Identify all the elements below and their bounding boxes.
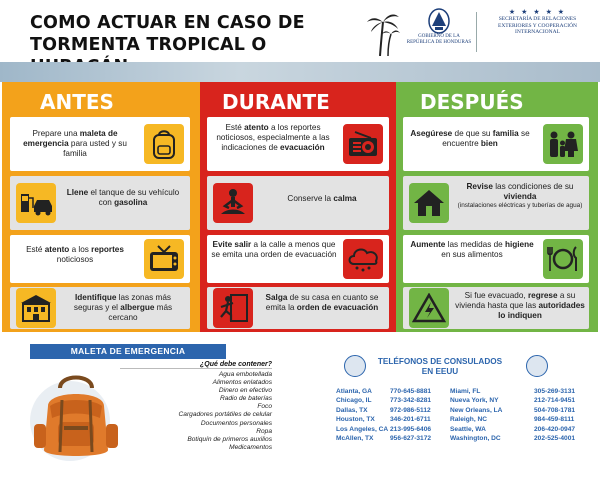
durante-card-4-text: Salga de su casa en cuanto se emita la orden de evacuación	[265, 293, 379, 312]
maleta-list	[120, 371, 272, 452]
antes-card-1	[10, 117, 190, 171]
despues-card-4	[403, 287, 589, 329]
sec-line-2: EXTERIORES Y COOPERACIÓN	[497, 22, 578, 29]
table-row: Atlanta, GA 770-645-8881 Miami, FL 305-269-3131	[336, 388, 576, 395]
antes-card-1-text: Prepare una maleta de emergencia para usted y su familia	[23, 129, 127, 158]
despues-card-3	[403, 235, 589, 283]
antes-card-2	[10, 176, 190, 230]
list-item: Ropa	[256, 427, 272, 435]
durante-card-3-text: Evite salir a la calle a menos que se emita una orden de evacuación	[211, 240, 337, 259]
shelter-icon	[16, 288, 56, 328]
sec-line-1: SECRETARÍA DE RELACIONES	[498, 16, 577, 22]
antes-card-2-text: Llene el tanque de su vehículo con gasolina	[66, 188, 180, 207]
list-item: Medicamentos	[229, 443, 272, 451]
despues-card-1-text: Asegúrese de que su familia se encuentre bien	[410, 129, 530, 148]
title-line-1: COMO ACTUAR EN CASO DE	[30, 13, 305, 33]
list-item: Foco	[257, 403, 272, 411]
list-item: Botiquín de primeros auxilios	[187, 435, 272, 443]
maleta-title: MALETA DE EMERGENCIA	[30, 344, 226, 359]
antes-card-3	[10, 235, 190, 283]
antes-card-3-text: Esté atento a los reportes noticiosos	[26, 245, 124, 264]
list-item: Cargadores portátiles de celular	[178, 411, 272, 419]
electric-hazard-icon	[409, 288, 449, 328]
government-logo	[405, 8, 473, 46]
heading-despues: DESPUÉS	[420, 90, 524, 114]
table-row: Los Angeles, CA 213-995-6406 Seattle, WA 206-420-0947	[336, 425, 576, 433]
consulados-title	[350, 357, 530, 377]
meditation-icon	[213, 183, 253, 223]
stars-icon: ★ ★ ★ ★ ★	[508, 9, 567, 16]
despues-card-1	[403, 117, 589, 171]
sky-banner	[0, 62, 600, 82]
palm-tree-icon	[366, 10, 400, 56]
family-icon	[543, 124, 583, 164]
despues-card-2-note: (instalaciones eléctricas y tuberías de agua)	[457, 202, 583, 209]
despues-card-2-text: Revise las condiciones de su vivienda (instalaciones eléctricas y tuberías de agua)	[455, 182, 585, 210]
consulados-title-1: TELÉFONOS DE CONSULADOS	[377, 357, 503, 366]
cutlery-icon	[543, 239, 583, 279]
despues-card-4-text: Si fue evacuado, regrese a su vivienda hasta que las autoridades lo indiquen	[455, 291, 585, 320]
list-item: Documentos personales	[200, 419, 272, 427]
list-item: Radio de baterías	[219, 395, 272, 403]
secretaria-logo	[480, 8, 595, 36]
gov-label: GOBIERNO DE LA REPÚBLICA DE HONDURAS	[406, 34, 472, 45]
gas-station-icon	[16, 183, 56, 223]
list-item: Dinero en efectivo	[218, 387, 272, 395]
durante-card-2-text: Conserve la calma	[287, 194, 357, 203]
maleta-question: ¿Qué debe contener?	[120, 361, 272, 369]
coat-of-arms-icon	[426, 8, 452, 34]
consulados-title-2: EN EEUU	[421, 367, 459, 376]
durante-card-4	[207, 287, 389, 329]
title-line-2: TORMENTA TROPICAL O	[30, 35, 267, 55]
despues-card-3-text: Aumente las medidas de higiene en sus alimentos	[410, 240, 534, 259]
header-divider	[476, 12, 477, 52]
table-row: McAllen, TX 956-627-3172 Washington, DC 202-525-4001	[336, 435, 576, 443]
table-row: Chicago, IL 773-342-8281 Nueva York, NY 212-714-9451	[336, 397, 576, 405]
heading-antes: ANTES	[40, 90, 114, 114]
antes-card-4	[10, 287, 190, 329]
durante-card-1	[207, 117, 389, 171]
durante-card-3	[207, 235, 389, 283]
list-item: Agua embotellada	[218, 371, 272, 378]
durante-card-2	[207, 176, 389, 230]
house-icon	[409, 183, 449, 223]
table-row: Houston, TX 346-201-6711 Raleigh, NC 984-459-8111	[336, 416, 575, 424]
tv-icon	[144, 239, 184, 279]
list-item: Alimentos enlatados	[212, 379, 272, 387]
sec-line-3: INTERNACIONAL	[515, 29, 560, 35]
heading-durante: DURANTE	[222, 90, 330, 114]
consulados-table	[336, 387, 598, 443]
table-row: Dallas, TX 972-986-5112 New Orleans, LA 504-708-1781	[336, 406, 576, 414]
backpack-icon	[144, 124, 184, 164]
storm-cloud-icon	[343, 239, 383, 279]
antes-card-4-text: Identifique las zonas más seguras y el albergue más cercano	[73, 293, 173, 322]
radio-icon	[343, 124, 383, 164]
durante-card-1-text: Esté atento a los reportes noticiosos, especialmente a las indicaciones de evacuación	[216, 123, 330, 152]
despues-card-2	[403, 176, 589, 230]
exit-icon	[213, 288, 253, 328]
